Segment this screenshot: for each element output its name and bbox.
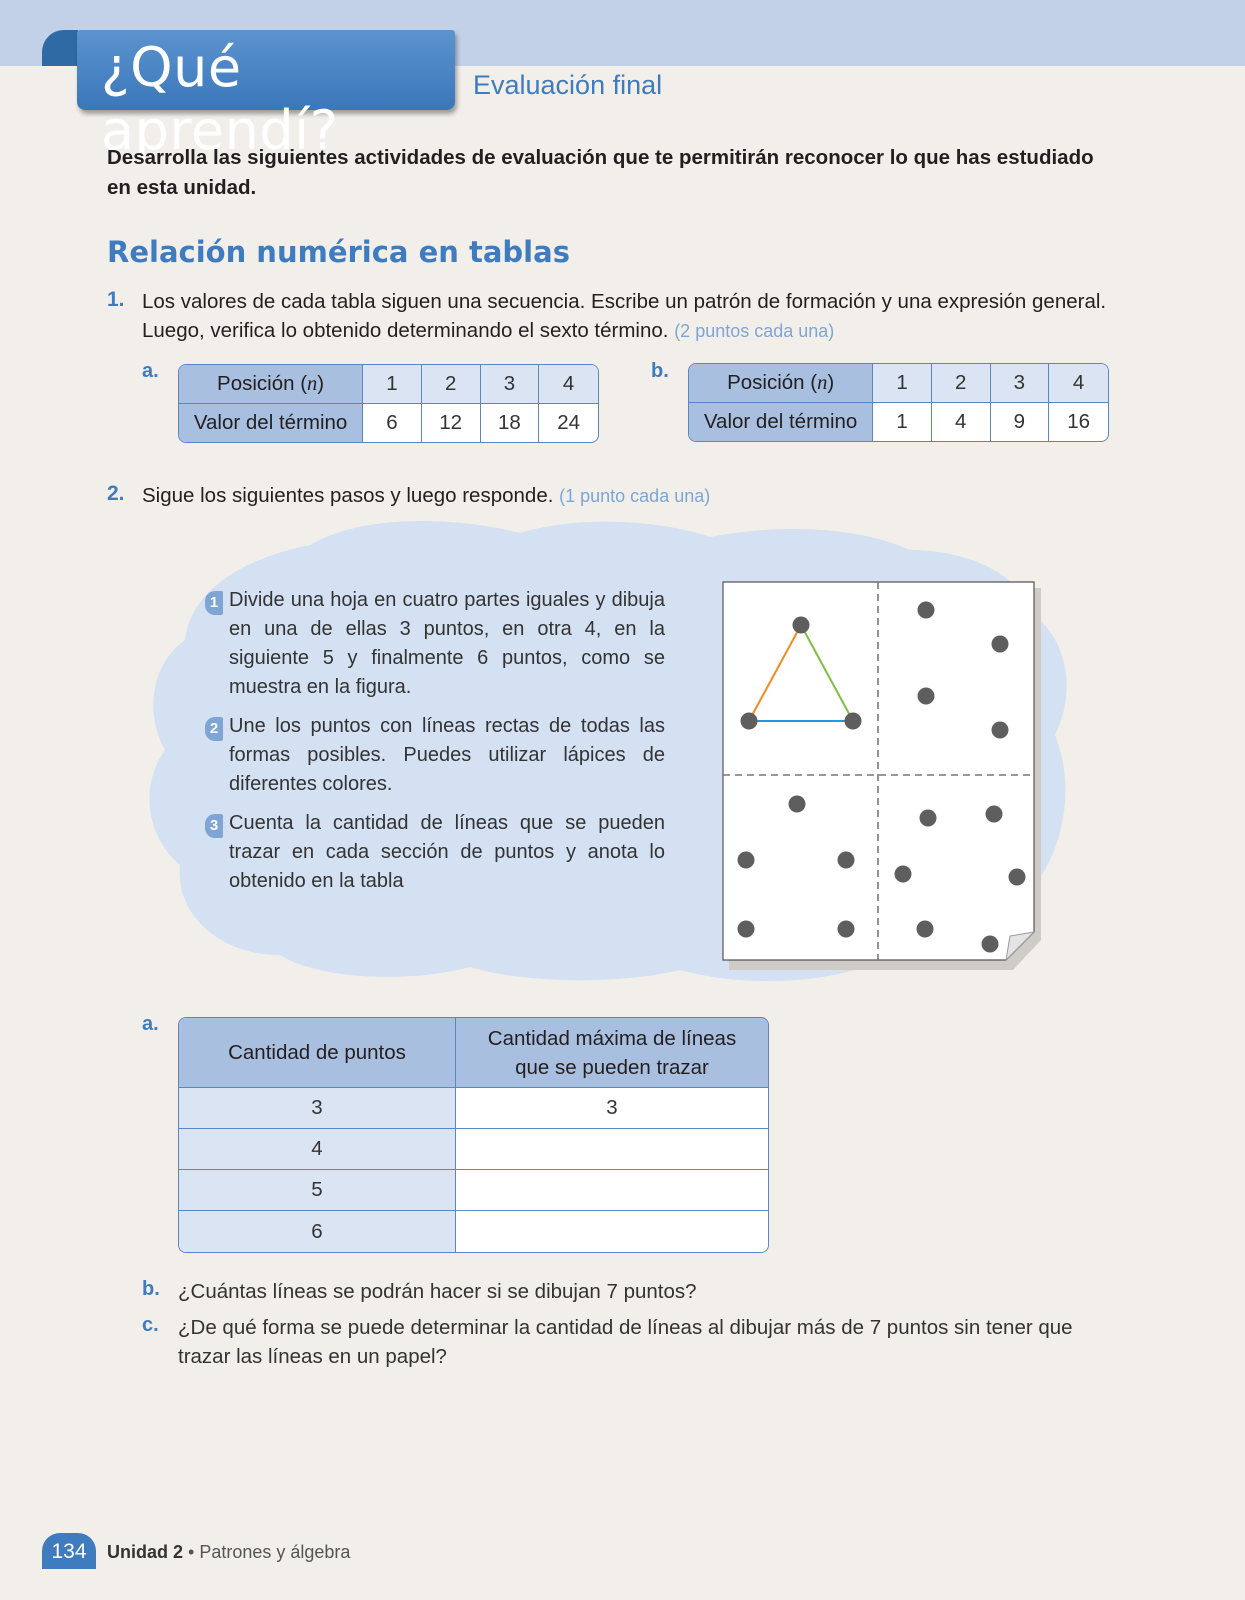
lines-table xyxy=(178,1017,769,1253)
dot xyxy=(895,866,912,883)
table-cell: 4 xyxy=(1049,364,1108,403)
step-text: Une los puntos con líneas rectas de todas las formas posibles. Puedes utilizar lápices de diferentes colores. xyxy=(229,715,665,795)
dot xyxy=(982,936,999,953)
table-cell: 1 xyxy=(873,403,932,441)
lines-cell[interactable] xyxy=(456,1129,768,1170)
question-1-line2-text: Luego, verifica lo obtenido determinando el sexto término. xyxy=(142,319,669,342)
dot xyxy=(838,921,855,938)
question-1-line2 xyxy=(142,316,1142,346)
dot xyxy=(789,796,806,813)
dot xyxy=(992,722,1009,739)
position-header: Posición (n) xyxy=(179,365,363,404)
question-1-line1: Los valores de cada tabla siguen una secuencia. Escribe un patrón de formación y una expresión general. xyxy=(142,290,1107,313)
step-item xyxy=(205,586,665,702)
sequence-table-b xyxy=(688,363,1109,442)
footer-unit: Unidad 2 • Patrones y álgebra xyxy=(107,1542,351,1562)
table-cell: 3 xyxy=(481,365,540,404)
column-header-lines: Cantidad máxima de líneas que se pueden trazar xyxy=(456,1018,768,1088)
table-cell: 1 xyxy=(363,365,422,404)
table-cell: 2 xyxy=(422,365,481,404)
dot xyxy=(992,636,1009,653)
dotted-paper-figure xyxy=(721,580,1041,970)
question-2-prompt: Sigue los siguientes pasos y luego responde. xyxy=(142,484,554,507)
table-row xyxy=(179,365,598,404)
table-cell: 1 xyxy=(873,364,932,403)
step-text: Divide una hoja en cuatro partes iguales y dibuja en una de ellas 3 puntos, en otra 4, en la siguiente 5 y finalmente 6 puntos, como se muestra en la figura. xyxy=(229,589,665,698)
table-cell: 6 xyxy=(363,404,422,442)
dot xyxy=(838,852,855,869)
table-cell: 4 xyxy=(539,365,598,404)
table-header-row xyxy=(179,1018,768,1088)
position-header: Posición (n) xyxy=(689,364,873,403)
table-row xyxy=(689,403,1108,441)
question-b-text: ¿Cuántas líneas se podrán hacer si se dibujan 7 puntos? xyxy=(178,1280,697,1303)
table-cell: 18 xyxy=(481,404,540,442)
step-number-badge: 3 xyxy=(205,814,223,838)
title-banner xyxy=(77,30,455,162)
step-text: Cuenta la cantidad de líneas que se pueden trazar en cada sección de puntos y anota lo obtenido en la tabla xyxy=(229,812,665,892)
sequence-table-a xyxy=(178,364,599,443)
lines-cell[interactable] xyxy=(456,1170,768,1211)
dot xyxy=(845,713,862,730)
value-header: Valor del término xyxy=(689,403,873,441)
table-cell: 24 xyxy=(557,411,581,434)
lines-cell[interactable] xyxy=(456,1211,768,1252)
table-lines-label: a. xyxy=(142,1013,159,1035)
step-number-badge: 1 xyxy=(205,591,223,615)
points-cell: 5 xyxy=(179,1170,456,1211)
dot xyxy=(918,688,935,705)
step-item xyxy=(205,712,665,799)
question-1-number: 1. xyxy=(107,288,125,311)
table-cell: 12 xyxy=(422,404,481,442)
question-1-points: (2 puntos cada una) xyxy=(674,321,835,341)
page-number: 134 xyxy=(42,1533,96,1569)
table-row xyxy=(689,364,1108,403)
points-cell: 4 xyxy=(179,1129,456,1170)
question-c-label: c. xyxy=(142,1314,159,1336)
points-cell: 3 xyxy=(179,1088,456,1129)
page-title: ¿Qué aprendí? xyxy=(101,36,339,162)
steps-list xyxy=(205,586,665,906)
dot xyxy=(1009,869,1026,886)
table-row xyxy=(179,1129,768,1170)
dot xyxy=(918,602,935,619)
dot xyxy=(920,810,937,827)
question-2-points: (1 punto cada una) xyxy=(559,486,711,506)
table-cell: 3 xyxy=(991,364,1050,403)
table-row xyxy=(179,1170,768,1211)
intro-text: Desarrolla las siguientes actividades de evaluación que te permitirán reconocer lo que has estudiado en esta unidad. xyxy=(107,146,1094,199)
section-title: Relación numérica en tablas xyxy=(107,235,570,269)
question-2-number: 2. xyxy=(107,482,125,505)
question-b-label: b. xyxy=(142,1278,160,1300)
dot xyxy=(741,713,758,730)
question-2-text xyxy=(142,481,1042,511)
dot xyxy=(738,921,755,938)
question-c-text: ¿De qué forma se puede determinar la cantidad de líneas al dibujar más de 7 puntos sin tener que trazar las líneas en un papel? xyxy=(178,1316,1073,1368)
value-header: Valor del término xyxy=(179,404,363,442)
page-subtitle: Evaluación final xyxy=(473,70,663,100)
step-number-badge: 2 xyxy=(205,717,223,741)
table-b-label: b. xyxy=(651,360,669,382)
table-cell: 4 xyxy=(932,403,991,441)
dot xyxy=(793,617,810,634)
table-cell: 2 xyxy=(932,364,991,403)
dot xyxy=(917,921,934,938)
table-row xyxy=(179,404,598,442)
question-1-text xyxy=(142,287,1142,346)
paper-sheet xyxy=(723,582,1034,960)
table-a-label: a. xyxy=(142,360,159,382)
table-cell: 9 xyxy=(991,403,1050,441)
column-header-points: Cantidad de puntos xyxy=(179,1018,456,1088)
lines-cell[interactable]: 3 xyxy=(456,1088,768,1129)
dot xyxy=(986,806,1003,823)
points-cell: 6 xyxy=(179,1211,456,1252)
step-item xyxy=(205,809,665,896)
table-row xyxy=(179,1211,768,1252)
table-row xyxy=(179,1088,768,1129)
table-cell: 16 xyxy=(1067,410,1090,433)
dot xyxy=(738,852,755,869)
